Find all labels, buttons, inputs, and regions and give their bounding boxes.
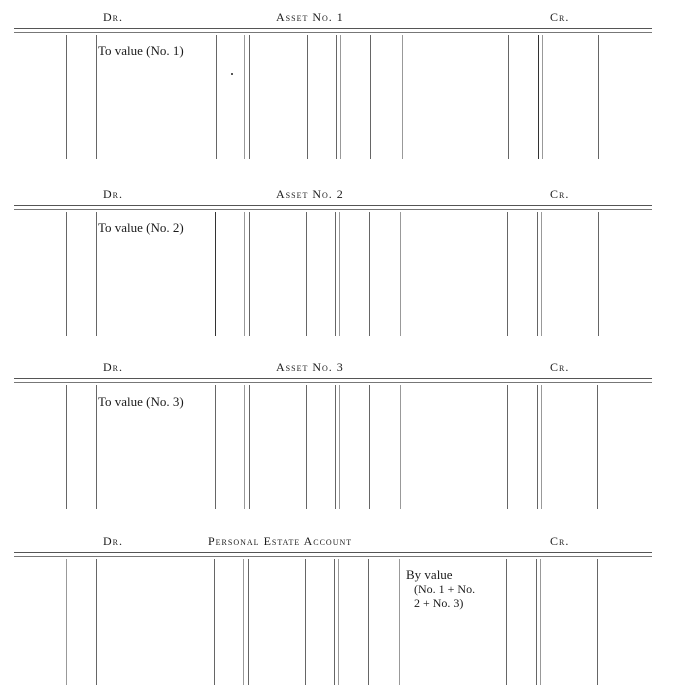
column-rule (66, 559, 67, 685)
column-rule (540, 559, 541, 685)
header-rule-top (14, 378, 652, 379)
debit-label: Dr. (103, 187, 124, 201)
column-rule (66, 212, 67, 336)
ledger-asset-1 (0, 10, 676, 170)
column-rule (244, 385, 245, 509)
credit-label: Cr. (550, 187, 570, 201)
column-rule (537, 385, 538, 509)
header-rule-bottom (14, 382, 652, 383)
column-rule (541, 212, 542, 336)
column-rule (248, 559, 249, 685)
column-rule (305, 559, 306, 685)
column-rule (537, 212, 538, 336)
column-rule (370, 35, 371, 159)
column-rule (216, 35, 217, 159)
column-rule (400, 212, 401, 336)
ledger-title: Asset No. 2 (276, 187, 344, 201)
column-rule (244, 212, 245, 336)
column-rule (215, 212, 216, 336)
column-rule (335, 212, 336, 336)
column-rule (96, 35, 97, 159)
column-rule (597, 385, 598, 509)
ledger-personal-estate (0, 534, 676, 694)
ledger-asset-3 (0, 360, 676, 520)
header-rule-top (14, 28, 652, 29)
column-rule (368, 559, 369, 685)
ledger-asset-2 (0, 187, 676, 347)
ink-dot (231, 73, 233, 75)
column-rule (338, 559, 339, 685)
column-rule (538, 35, 539, 159)
column-rule (96, 385, 97, 509)
column-rule (340, 35, 341, 159)
column-rule (307, 35, 308, 159)
credit-entry (406, 568, 475, 610)
debit-entry: To value (No. 3) (98, 394, 184, 409)
credit-label: Cr. (550, 534, 570, 548)
debit-label: Dr. (103, 360, 124, 374)
header-rule-bottom (14, 556, 652, 557)
ledger-title: Asset No. 3 (276, 360, 344, 374)
column-rule (402, 35, 403, 159)
debit-entry: To value (No. 2) (98, 220, 184, 235)
header-rule-top (14, 205, 652, 206)
column-rule (506, 559, 507, 685)
column-rule (541, 385, 542, 509)
credit-entry-line: (No. 1 + No. (414, 582, 476, 596)
column-rule (249, 385, 250, 509)
column-rule (508, 35, 509, 159)
column-rule (369, 385, 370, 509)
column-rule (244, 35, 245, 159)
credit-label: Cr. (550, 360, 570, 374)
column-rule (536, 559, 537, 685)
column-rule (96, 559, 97, 685)
column-rule (369, 212, 370, 336)
column-rule (400, 385, 401, 509)
column-rule (249, 212, 250, 336)
debit-label: Dr. (103, 10, 124, 24)
debit-entry: To value (No. 1) (98, 43, 184, 58)
column-rule (334, 559, 335, 685)
column-rule (507, 212, 508, 336)
column-rule (399, 559, 400, 685)
column-rule (96, 212, 97, 336)
column-rule (336, 35, 337, 159)
header-rule-bottom (14, 32, 652, 33)
column-rule (598, 35, 599, 159)
column-rule (66, 385, 67, 509)
column-rule (214, 559, 215, 685)
header-rule-top (14, 552, 652, 553)
ledger-title: Asset No. 1 (276, 10, 344, 24)
credit-label: Cr. (550, 10, 570, 24)
column-rule (598, 212, 599, 336)
column-rule (339, 212, 340, 336)
credit-entry-line: By value (406, 567, 453, 582)
credit-entry-line: 2 + No. 3) (414, 596, 464, 610)
column-rule (306, 385, 307, 509)
column-rule (66, 35, 67, 159)
column-rule (306, 212, 307, 336)
header-rule-bottom (14, 209, 652, 210)
column-rule (335, 385, 336, 509)
column-rule (542, 35, 543, 159)
column-rule (243, 559, 244, 685)
debit-label: Dr. (103, 534, 124, 548)
ledger-title: Personal Estate Account (208, 534, 353, 548)
column-rule (339, 385, 340, 509)
column-rule (249, 35, 250, 159)
column-rule (215, 385, 216, 509)
column-rule (507, 385, 508, 509)
column-rule (597, 559, 598, 685)
